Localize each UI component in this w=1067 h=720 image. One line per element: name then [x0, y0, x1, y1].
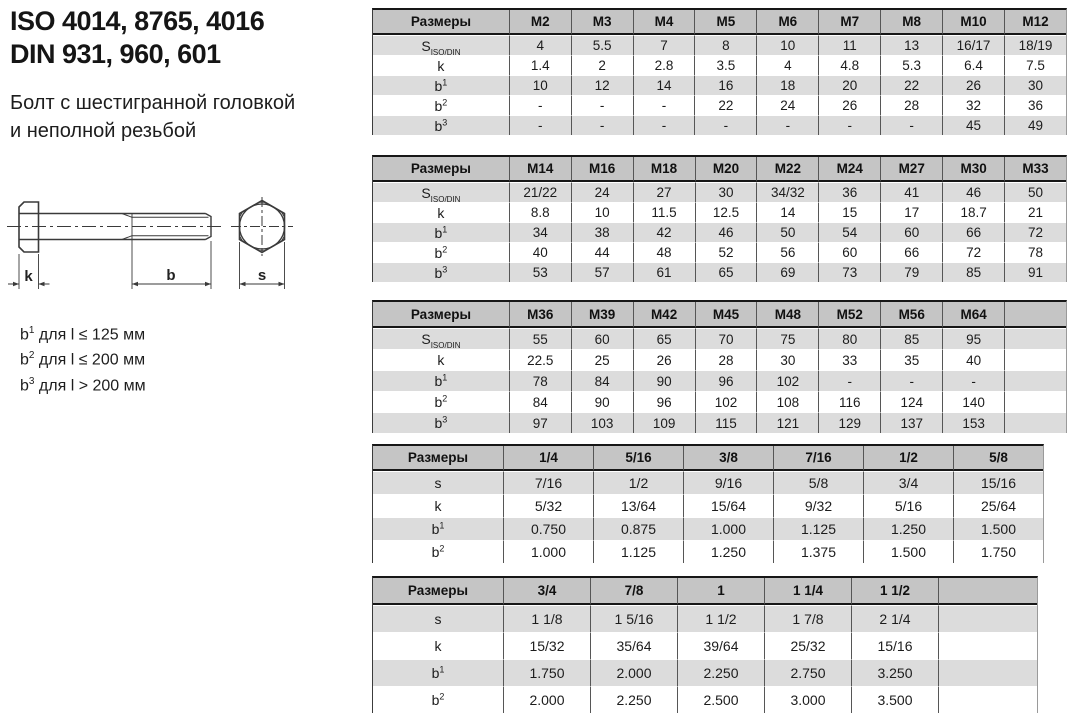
column-header-M45: M45	[695, 302, 757, 328]
value-cell: 78	[509, 370, 571, 391]
value-cell: 60	[571, 328, 633, 349]
row-label: $b^3$	[373, 115, 509, 135]
value-cell: 1.000	[683, 517, 773, 540]
column-header-M48: M48	[756, 302, 818, 328]
value-cell: 2	[571, 55, 633, 75]
value-cell: 140	[942, 391, 1004, 412]
value-cell: -	[880, 115, 942, 135]
dim-label-b: b	[166, 267, 176, 284]
value-cell: 3/4	[863, 471, 953, 494]
value-cell: 84	[571, 370, 633, 391]
row-label: s	[373, 605, 503, 632]
value-cell: 1.250	[863, 517, 953, 540]
value-cell: 72	[1004, 222, 1066, 242]
value-cell: 26	[942, 75, 1004, 95]
value-cell: 9/32	[773, 494, 863, 517]
value-cell: 85	[880, 328, 942, 349]
column-header-M56: M56	[880, 302, 942, 328]
value-cell: 34/32	[756, 182, 818, 202]
value-cell: 26	[633, 349, 695, 370]
table-row	[373, 242, 1066, 262]
value-cell: 1 1/2	[677, 605, 764, 632]
value-cell: 115	[695, 412, 757, 433]
column-header-M42: M42	[633, 302, 695, 328]
value-cell: 30	[756, 349, 818, 370]
value-cell: 18/19	[1004, 35, 1066, 55]
value-cell: 7	[633, 35, 695, 55]
value-cell: 5.3	[880, 55, 942, 75]
column-header-M7: M7	[818, 10, 880, 35]
table-row	[373, 605, 1037, 632]
row-label: k	[373, 349, 509, 370]
column-header-3-8: 3/8	[683, 446, 773, 471]
row-label: k	[373, 494, 503, 517]
value-cell: 15/16	[953, 471, 1043, 494]
row-label: s	[373, 471, 503, 494]
column-header-M16: M16	[571, 157, 633, 182]
value-cell: 48	[633, 242, 695, 262]
value-cell: 46	[695, 222, 757, 242]
column-header-M6: M6	[756, 10, 818, 35]
column-header-M12: M12	[1004, 10, 1066, 35]
table-row	[373, 494, 1043, 517]
value-cell: 9/16	[683, 471, 773, 494]
value-cell: 1 5/16	[590, 605, 677, 632]
value-cell: 4.8	[818, 55, 880, 75]
row-label: $b^2$	[373, 95, 509, 115]
column-header-M20: M20	[695, 157, 757, 182]
value-cell: 1.250	[683, 540, 773, 563]
value-cell: 40	[942, 349, 1004, 370]
value-cell: 28	[695, 349, 757, 370]
spec-table-5	[372, 576, 1038, 713]
column-header-M18: M18	[633, 157, 695, 182]
column-header-M10: M10	[942, 10, 1004, 35]
value-cell: 32	[942, 95, 1004, 115]
table-corner-header: Размеры	[373, 578, 503, 605]
value-cell: 44	[571, 242, 633, 262]
value-cell: 21	[1004, 202, 1066, 222]
value-cell: 33	[818, 349, 880, 370]
value-cell: 30	[1004, 75, 1066, 95]
value-cell: 78	[1004, 242, 1066, 262]
value-cell: 2.250	[590, 686, 677, 713]
value-cell: 65	[695, 262, 757, 282]
value-cell: 25/32	[764, 632, 851, 659]
row-label: $b^1$	[373, 517, 503, 540]
value-cell: 18	[756, 75, 818, 95]
value-cell: 4	[756, 55, 818, 75]
column-header-M33: M33	[1004, 157, 1066, 182]
table-row	[373, 222, 1066, 242]
column-header-M27: M27	[880, 157, 942, 182]
value-cell: -	[633, 95, 695, 115]
value-cell: 13/64	[593, 494, 683, 517]
value-cell: 38	[571, 222, 633, 242]
value-cell: 1.750	[953, 540, 1043, 563]
value-cell: 116	[818, 391, 880, 412]
row-label: $S_{ISO/DIN}$	[373, 328, 509, 349]
column-header-1-2: 1/2	[863, 446, 953, 471]
column-header-1-4: 1/4	[503, 446, 593, 471]
table-row	[373, 659, 1037, 686]
value-cell: 17	[880, 202, 942, 222]
value-cell: 102	[756, 370, 818, 391]
value-cell: 34	[509, 222, 571, 242]
table-row	[373, 391, 1066, 412]
column-header-M39: M39	[571, 302, 633, 328]
table-row	[373, 35, 1066, 55]
value-cell: 15/32	[503, 632, 590, 659]
spec-table-3	[372, 300, 1067, 433]
row-label: $S_{ISO/DIN}$	[373, 182, 509, 202]
value-cell-empty	[938, 605, 1037, 632]
table-row	[373, 182, 1066, 202]
value-cell: 8.8	[509, 202, 571, 222]
value-cell-empty	[1004, 328, 1066, 349]
row-label: $S_{ISO/DIN}$	[373, 35, 509, 55]
value-cell: 12.5	[695, 202, 757, 222]
spec-table-4	[372, 444, 1044, 563]
column-header-3-4: 3/4	[503, 578, 590, 605]
value-cell: 1.000	[503, 540, 593, 563]
value-cell: 15/16	[851, 632, 938, 659]
value-cell: 10	[756, 35, 818, 55]
value-cell: 3.250	[851, 659, 938, 686]
value-cell: 22	[694, 95, 756, 115]
subtitle-line1: Болт с шестигранной головкой	[10, 92, 296, 114]
subtitle-line2: и неполной резьбой	[10, 120, 197, 142]
table-row	[373, 55, 1066, 75]
value-cell: 70	[695, 328, 757, 349]
value-cell: 69	[756, 262, 818, 282]
value-cell: 2.500	[677, 686, 764, 713]
value-cell: 39/64	[677, 632, 764, 659]
value-cell: 56	[756, 242, 818, 262]
value-cell: 27	[633, 182, 695, 202]
value-cell: 66	[880, 242, 942, 262]
table-corner-header: Размеры	[373, 446, 503, 471]
value-cell: 1 7/8	[764, 605, 851, 632]
value-cell: 2.750	[764, 659, 851, 686]
row-label: $b^1$	[373, 75, 509, 95]
value-cell: 54	[818, 222, 880, 242]
value-cell: 53	[509, 262, 571, 282]
table-row	[373, 686, 1037, 713]
value-cell: -	[509, 95, 571, 115]
value-cell-empty	[1004, 391, 1066, 412]
value-cell: -	[880, 370, 942, 391]
value-cell: 25	[571, 349, 633, 370]
value-cell: 96	[695, 370, 757, 391]
column-header-M3: M3	[571, 10, 633, 35]
column-header-7-8: 7/8	[590, 578, 677, 605]
value-cell: 2 1/4	[851, 605, 938, 632]
table-row	[373, 202, 1066, 222]
value-cell: 35	[880, 349, 942, 370]
value-cell: 1.500	[953, 517, 1043, 540]
value-cell: 124	[880, 391, 942, 412]
thread-length-notes	[20, 320, 146, 396]
value-cell: -	[571, 115, 633, 135]
column-header-M24: M24	[818, 157, 880, 182]
column-header-5-8: 5/8	[953, 446, 1043, 471]
value-cell: 10	[571, 202, 633, 222]
column-header-empty	[938, 578, 1037, 605]
table-row	[373, 412, 1066, 433]
row-label: $b^1$	[373, 659, 503, 686]
value-cell: -	[694, 115, 756, 135]
value-cell-empty	[1004, 412, 1066, 433]
value-cell: 14	[756, 202, 818, 222]
value-cell: 30	[695, 182, 757, 202]
column-header-M5: M5	[694, 10, 756, 35]
value-cell: 41	[880, 182, 942, 202]
value-cell: 7/16	[503, 471, 593, 494]
value-cell: 22	[880, 75, 942, 95]
row-label: $b^3$	[373, 262, 509, 282]
row-label: $b^1$	[373, 370, 509, 391]
dim-label-s: s	[257, 267, 267, 284]
row-label: $b^2$	[373, 242, 509, 262]
bolt-technical-drawing	[0, 185, 310, 305]
column-header-M36: M36	[509, 302, 571, 328]
value-cell: 73	[818, 262, 880, 282]
value-cell: 5.5	[571, 35, 633, 55]
value-cell: 1.125	[773, 517, 863, 540]
table-row	[373, 349, 1066, 370]
value-cell: -	[942, 370, 1004, 391]
value-cell: 108	[756, 391, 818, 412]
value-cell: 50	[1004, 182, 1066, 202]
value-cell: 129	[818, 412, 880, 433]
value-cell: -	[756, 115, 818, 135]
value-cell: 24	[756, 95, 818, 115]
row-label: $b^2$	[373, 540, 503, 563]
value-cell-empty	[938, 686, 1037, 713]
column-header-1: 1	[677, 578, 764, 605]
value-cell: 45	[942, 115, 1004, 135]
value-cell: 11.5	[633, 202, 695, 222]
value-cell: -	[818, 370, 880, 391]
value-cell: 97	[509, 412, 571, 433]
table-row	[373, 471, 1043, 494]
row-label: $b^2$	[373, 391, 509, 412]
spec-table-1	[372, 8, 1067, 135]
value-cell: 121	[756, 412, 818, 433]
value-cell: 1.125	[593, 540, 683, 563]
value-cell: 5/32	[503, 494, 593, 517]
row-label: k	[373, 55, 509, 75]
value-cell: 3.500	[851, 686, 938, 713]
value-cell: 25/64	[953, 494, 1043, 517]
value-cell: 13	[880, 35, 942, 55]
note-item-2: $b^2$ для l ≤ 200 мм	[20, 350, 146, 369]
value-cell: 90	[571, 391, 633, 412]
value-cell: 60	[818, 242, 880, 262]
row-label: k	[373, 202, 509, 222]
value-cell: 91	[1004, 262, 1066, 282]
value-cell: 8	[694, 35, 756, 55]
value-cell: 24	[571, 182, 633, 202]
value-cell: 52	[695, 242, 757, 262]
column-header-M30: M30	[942, 157, 1004, 182]
value-cell: 1.375	[773, 540, 863, 563]
value-cell: 96	[633, 391, 695, 412]
value-cell: 46	[942, 182, 1004, 202]
value-cell: 75	[756, 328, 818, 349]
value-cell: 15/64	[683, 494, 773, 517]
value-cell: -	[509, 115, 571, 135]
page-title-iso: ISO 4014, 8765, 4016	[10, 6, 265, 36]
value-cell: 57	[571, 262, 633, 282]
value-cell: 6.4	[942, 55, 1004, 75]
value-cell: 1.750	[503, 659, 590, 686]
value-cell: 7.5	[1004, 55, 1066, 75]
value-cell: -	[571, 95, 633, 115]
value-cell: 1.4	[509, 55, 571, 75]
value-cell: 102	[695, 391, 757, 412]
value-cell-empty	[1004, 370, 1066, 391]
value-cell: 72	[942, 242, 1004, 262]
value-cell: 137	[880, 412, 942, 433]
value-cell: 65	[633, 328, 695, 349]
note-item-1: $b^1$ для l ≤ 125 мм	[20, 325, 146, 344]
value-cell: 28	[880, 95, 942, 115]
value-cell: 3.5	[694, 55, 756, 75]
value-cell: 5/16	[863, 494, 953, 517]
table-row	[373, 328, 1066, 349]
value-cell: 55	[509, 328, 571, 349]
column-header-M2: M2	[509, 10, 571, 35]
value-cell: 2.000	[503, 686, 590, 713]
table-row	[373, 75, 1066, 95]
table-corner-header: Размеры	[373, 10, 509, 35]
table-row	[373, 517, 1043, 540]
column-header-M4: M4	[633, 10, 695, 35]
row-label: $b^1$	[373, 222, 509, 242]
value-cell: 61	[633, 262, 695, 282]
value-cell-empty	[938, 632, 1037, 659]
value-cell: 0.750	[503, 517, 593, 540]
value-cell: 0.875	[593, 517, 683, 540]
value-cell: 60	[880, 222, 942, 242]
value-cell: 1 1/8	[503, 605, 590, 632]
column-header-M14: M14	[509, 157, 571, 182]
value-cell: 18.7	[942, 202, 1004, 222]
value-cell: 80	[818, 328, 880, 349]
extension-lines	[19, 214, 285, 290]
column-header-M64: M64	[942, 302, 1004, 328]
value-cell: 2.250	[677, 659, 764, 686]
value-cell: 90	[633, 370, 695, 391]
column-header-1-1-2: 1 1/2	[851, 578, 938, 605]
value-cell: 36	[818, 182, 880, 202]
value-cell: 2.000	[590, 659, 677, 686]
value-cell: 153	[942, 412, 1004, 433]
value-cell: 79	[880, 262, 942, 282]
value-cell: 11	[818, 35, 880, 55]
value-cell-empty	[938, 659, 1037, 686]
value-cell: 12	[571, 75, 633, 95]
value-cell: 36	[1004, 95, 1066, 115]
value-cell-empty	[1004, 349, 1066, 370]
value-cell: 1/2	[593, 471, 683, 494]
note-item-3: $b^3$ для l > 200 мм	[20, 375, 146, 394]
row-label: $b^2$	[373, 686, 503, 713]
value-cell: 84	[509, 391, 571, 412]
value-cell: 49	[1004, 115, 1066, 135]
value-cell: 2.8	[633, 55, 695, 75]
table-row	[373, 95, 1066, 115]
value-cell: 5/8	[773, 471, 863, 494]
value-cell: 85	[942, 262, 1004, 282]
value-cell: 66	[942, 222, 1004, 242]
value-cell: 109	[633, 412, 695, 433]
table-row	[373, 370, 1066, 391]
table-row	[373, 115, 1066, 135]
value-cell: 103	[571, 412, 633, 433]
value-cell: 14	[633, 75, 695, 95]
spec-table-2	[372, 155, 1067, 282]
table-corner-header: Размеры	[373, 157, 509, 182]
value-cell: 40	[509, 242, 571, 262]
value-cell: 3.000	[764, 686, 851, 713]
value-cell: 95	[942, 328, 1004, 349]
value-cell: 15	[818, 202, 880, 222]
row-label: $b^3$	[373, 412, 509, 433]
value-cell: -	[633, 115, 695, 135]
column-header-empty	[1004, 302, 1066, 328]
value-cell: 21/22	[509, 182, 571, 202]
value-cell: 1.500	[863, 540, 953, 563]
page-title-din: DIN 931, 960, 601	[10, 39, 221, 69]
value-cell: 16	[694, 75, 756, 95]
column-header-1-1-4: 1 1/4	[764, 578, 851, 605]
value-cell: 22.5	[509, 349, 571, 370]
value-cell: 4	[509, 35, 571, 55]
value-cell: 26	[818, 95, 880, 115]
value-cell: 35/64	[590, 632, 677, 659]
column-header-7-16: 7/16	[773, 446, 863, 471]
value-cell: 50	[756, 222, 818, 242]
row-label: k	[373, 632, 503, 659]
value-cell: 42	[633, 222, 695, 242]
value-cell: 20	[818, 75, 880, 95]
column-header-M52: M52	[818, 302, 880, 328]
table-row	[373, 262, 1066, 282]
column-header-M22: M22	[756, 157, 818, 182]
table-row	[373, 540, 1043, 563]
value-cell: 16/17	[942, 35, 1004, 55]
value-cell: -	[818, 115, 880, 135]
column-header-M8: M8	[880, 10, 942, 35]
column-header-5-16: 5/16	[593, 446, 683, 471]
value-cell: 10	[509, 75, 571, 95]
table-corner-header: Размеры	[373, 302, 509, 328]
table-row	[373, 632, 1037, 659]
dim-label-k: k	[24, 268, 33, 285]
